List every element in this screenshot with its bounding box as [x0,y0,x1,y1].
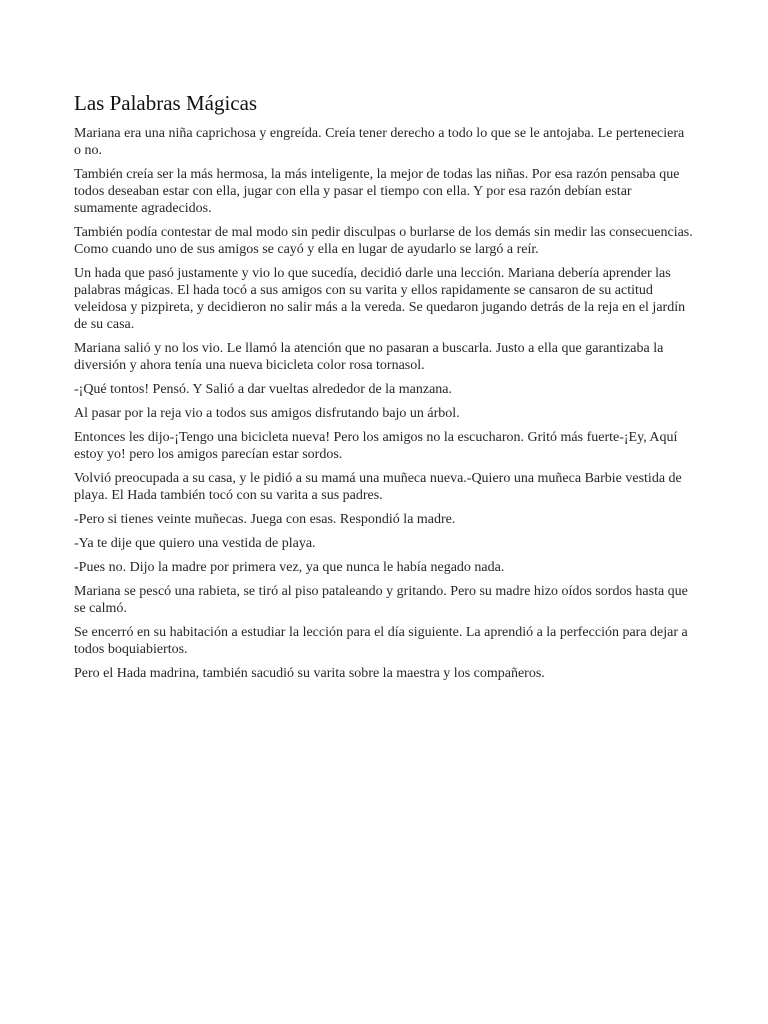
paragraph: También creía ser la más hermosa, la más inteligente, la mejor de todas las niñas. Por esa razón pensaba que todos deseaban estar con ella, jugar con ella y pasar el tiempo con ella. Y por esa razón debían estar sumamente agradecidos. [74,167,680,216]
paragraph: Entonces les dijo-¡Tengo una bicicleta nueva! Pero los amigos no la escucharon. Gritó más fuerte-¡Ey, Aquí estoy yo! pero los amigos parecían estar sordos. [74,430,678,462]
paragraph: -Pues no. Dijo la madre por primera vez, ya que nunca le había negado nada. [74,560,505,575]
paragraph: -Ya te dije que quiero una vestida de playa. [74,536,316,551]
paragraph: Mariana se pescó una rabieta, se tiró al piso pataleando y gritando. Pero su madre hizo oídos sordos hasta que se calmó. [74,584,688,616]
paragraph: Un hada que pasó justamente y vio lo que sucedía, decidió darle una lección. Mariana debería aprender las palabras mágicas. El hada tocó a sus amigos con su varita y ellos rapidamente se cansaron de su actitud veleidosa y pizpireta, y decidieron no salir más a la vereda. Se quedaron jugando detrás de la reja en el jardín de su casa. [74,266,686,332]
paragraph: Volvió preocupada a su casa, y le pidió a su mamá una muñeca nueva.-Quiero una muñeca Barbie vestida de playa. El Hada también tocó con su varita a sus padres. [74,471,682,503]
paragraph: -Pero si tienes veinte muñecas. Juega con esas. Respondió la madre. [74,512,456,527]
paragraph: Pero el Hada madrina, también sacudió su varita sobre la maestra y los compañeros. [74,666,545,681]
document-title: Las Palabras Mágicas [74,91,258,115]
document-page [74,90,694,689]
paragraph: Al pasar por la reja vio a todos sus amigos disfrutando bajo un árbol. [74,406,460,421]
paragraph: Se encerró en su habitación a estudiar la lección para el día siguiente. La aprendió a la perfección para dejar a todos boquiabiertos. [74,625,688,657]
paragraph: Mariana salió y no los vio. Le llamó la atención que no pasaran a buscarla. Justo a ella que garantizaba la diversión y ahora tenía una nueva bicicleta color rosa tornasol. [74,341,664,373]
paragraph: -¡Qué tontos! Pensó. Y Salió a dar vueltas alrededor de la manzana. [74,382,452,397]
paragraph: También podía contestar de mal modo sin pedir disculpas o burlarse de los demás sin medir las consecuencias. Como cuando uno de sus amigos se cayó y ella en lugar de ayudarlo se largó a reír. [74,225,693,257]
paragraph: Mariana era una niña caprichosa y engreída. Creía tener derecho a todo lo que se le antojaba. Le perteneciera o no. [74,126,685,158]
